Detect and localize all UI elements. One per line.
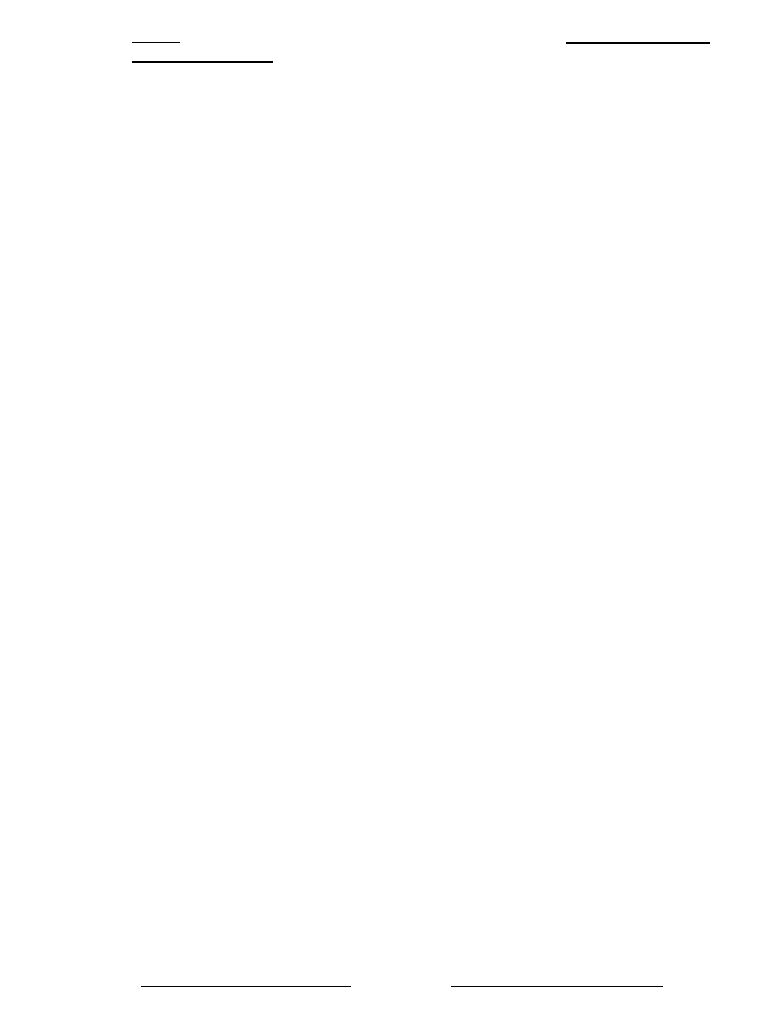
auditor-field[interactable] xyxy=(451,986,663,987)
final-score-field[interactable] xyxy=(141,986,351,987)
